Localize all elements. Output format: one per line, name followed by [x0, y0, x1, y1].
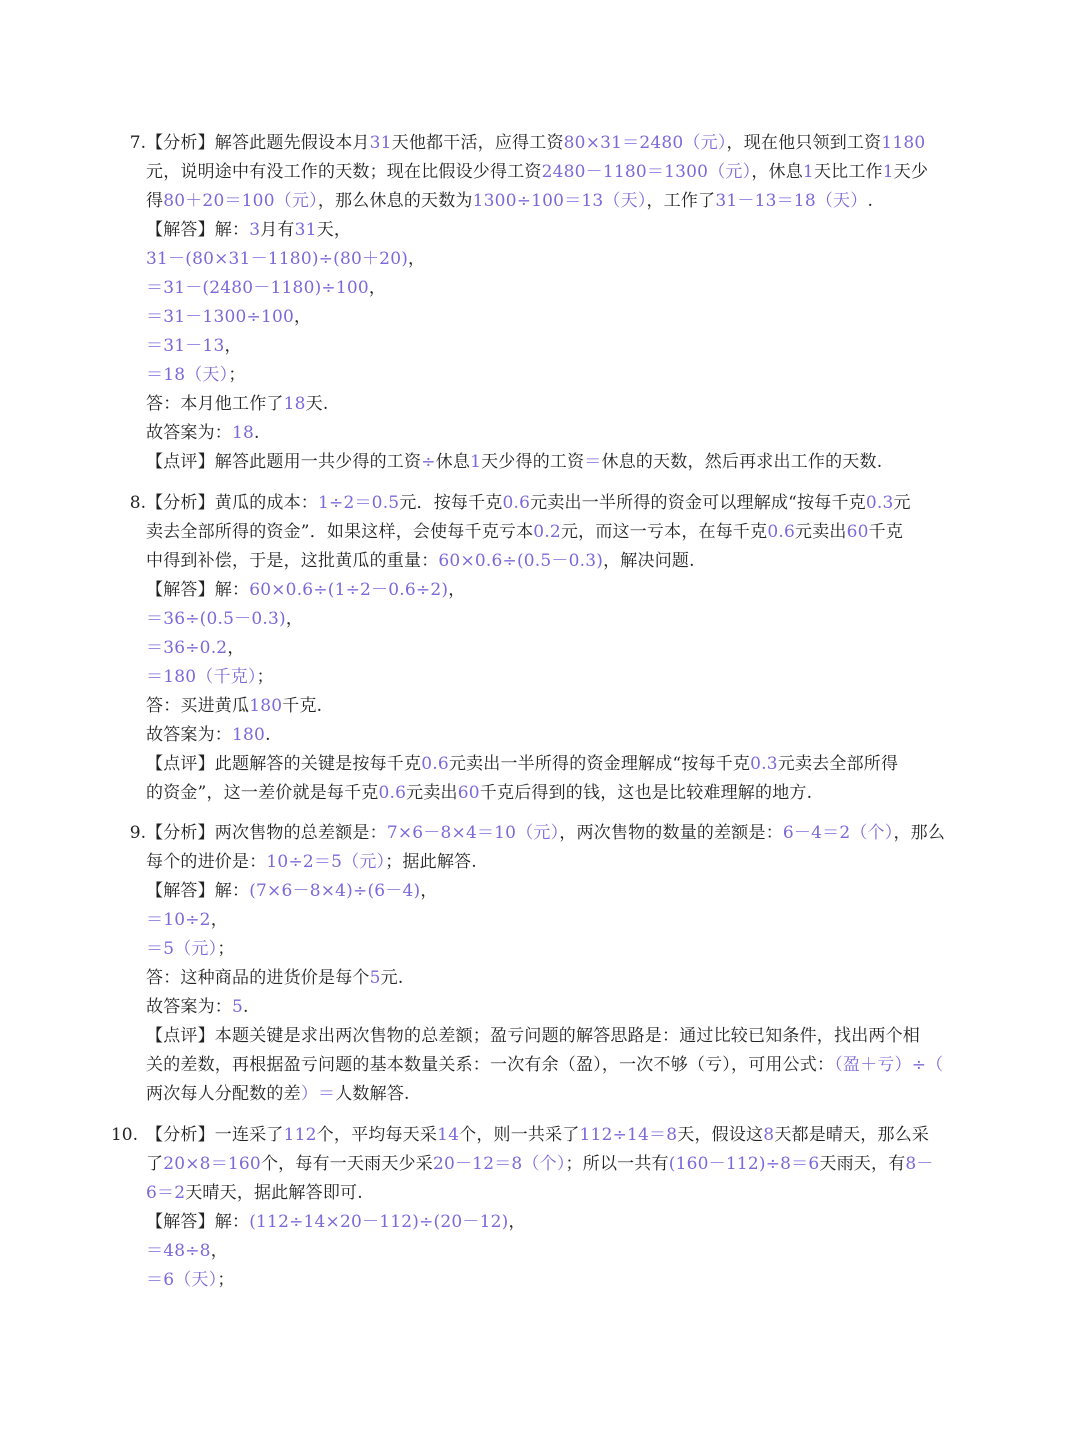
text-run: ，: [210, 910, 228, 930]
text-run: 休息: [435, 452, 471, 472]
math-expression: 60: [846, 522, 869, 542]
text-run: 答：买进黄瓜: [146, 696, 250, 716]
text-line: [146, 605, 968, 634]
text-run: 元卖出: [406, 783, 458, 803]
text-line: [146, 216, 968, 245]
text-run: 【解答】解：: [146, 1212, 250, 1232]
math-expression: 60: [457, 783, 480, 803]
text-line: [146, 332, 968, 361]
problem-9: [118, 819, 968, 1109]
text-run: ，: [368, 278, 387, 298]
problem-number: 10.: [110, 1125, 138, 1145]
math-expression: 1300÷100＝13（天）: [472, 191, 647, 211]
problem-body: [146, 489, 968, 808]
text-line: [146, 1080, 968, 1109]
text-run: 【分析】两次售物的总差额是：: [146, 823, 387, 843]
text-run: 元卖出一半所得的资金可以理解成“按每千克: [530, 493, 866, 513]
problem-number: 8.: [129, 493, 146, 513]
text-run: ；: [217, 1270, 235, 1290]
text-line: [146, 361, 968, 390]
text-run: 月有: [260, 220, 295, 240]
text-run: 元，而这一亏本，在每千克: [560, 522, 768, 542]
text-run: ，工作了: [646, 191, 716, 211]
math-expression: 6－4＝2（个）: [782, 823, 894, 843]
math-expression: 7×6－8×4＝10（元）: [386, 823, 560, 843]
text-line: [146, 750, 968, 779]
text-line: [146, 1150, 968, 1179]
text-run: 了: [146, 1154, 164, 1174]
text-run: 千克: [868, 522, 904, 542]
text-run: 【解答】解：: [146, 220, 250, 240]
math-expression: ＝5（元）: [146, 939, 218, 959]
math-expression: 5: [232, 997, 244, 1017]
text-line: [146, 489, 968, 518]
text-line: [146, 663, 968, 692]
math-expression: 112: [283, 1125, 317, 1145]
text-run: 个，则一共采了: [459, 1125, 580, 1145]
text-run: 关的差数，再根据盈亏问题的基本数量关系：一次有余（盈），一次不够（亏），可用公式：: [146, 1055, 835, 1075]
text-line: [146, 721, 968, 750]
math-expression: 0.6: [378, 783, 407, 803]
math-expression: 6＝2: [146, 1183, 186, 1203]
text-run: 答：这种商品的进货价是每个: [146, 968, 370, 988]
text-run: 天，假设这: [677, 1125, 764, 1145]
text-run: 【分析】黄瓜的成本：: [146, 493, 318, 513]
math-expression: 3: [249, 220, 261, 240]
text-run: ；据此解答.: [385, 852, 477, 872]
text-line: [146, 848, 968, 877]
math-expression: 18: [232, 423, 255, 443]
text-run: 故答案为：: [146, 997, 232, 1017]
text-run: ，那么休息的天数为: [317, 191, 473, 211]
text-line: [146, 187, 968, 216]
text-run: 元卖出一半所得的资金理解成“按每千克: [448, 754, 751, 774]
text-run: ，: [508, 1212, 526, 1232]
math-expression: (7×6－8×4)÷(6－4): [249, 881, 421, 901]
math-expression: 0.6: [421, 754, 449, 774]
text-line: [146, 576, 968, 605]
text-run: 天.: [305, 394, 329, 414]
text-run: ，两次售物的数量的差额是：: [559, 823, 783, 843]
math-expression: 60×0.6÷(0.5－0.3): [438, 551, 604, 571]
math-expression: 20－12＝8（个）: [432, 1154, 566, 1174]
text-line: [146, 1237, 968, 1266]
math-expression: 31: [294, 220, 317, 240]
math-expression: 0.3: [750, 754, 778, 774]
text-line: [146, 935, 968, 964]
math-expression: 60×0.6÷(1÷2－0.6÷2): [249, 580, 449, 600]
math-expression: 180: [232, 725, 266, 745]
text-line: [146, 993, 968, 1022]
math-expression: (112÷14×20－112)÷(20－12): [249, 1212, 509, 1232]
math-expression: ＝36÷(0.5－0.3): [146, 609, 286, 629]
math-expression: 80＋20＝100（元）: [163, 191, 318, 211]
problem-7: [118, 129, 968, 477]
text-run: ，: [448, 580, 466, 600]
math-expression: ＝180（千克）: [146, 667, 257, 687]
text-run: 【解答】解：: [146, 580, 250, 600]
math-expression: 31－13＝18（天）: [715, 191, 868, 211]
text-run: ；所以一共有: [565, 1154, 669, 1174]
text-line: [146, 303, 968, 332]
math-expression: ＝18（天）: [146, 365, 229, 385]
problem-body: [146, 129, 968, 477]
text-run: ；: [256, 667, 274, 687]
text-run: 个，平均每天采: [316, 1125, 438, 1145]
text-line: [146, 634, 968, 663]
math-expression: （盈＋亏）÷（: [834, 1055, 944, 1075]
text-run: .: [243, 997, 249, 1017]
text-run: 天少得的工资: [481, 452, 585, 472]
text-run: 【分析】一连采了: [146, 1125, 284, 1145]
text-line: [146, 245, 968, 274]
text-run: ，解决问题.: [603, 551, 695, 571]
text-run: 个，每有一天雨天少采: [260, 1154, 433, 1174]
text-run: 【点评】解答此题用一共少得的工资: [146, 452, 422, 472]
math-expression: 1: [470, 452, 482, 472]
math-expression: 10÷2＝5（元）: [266, 852, 386, 872]
math-expression: 2480－1180＝1300（元）: [541, 162, 752, 182]
math-expression: 1: [882, 162, 894, 182]
text-line: [146, 1121, 968, 1150]
text-line: [146, 518, 968, 547]
math-expression: 14: [437, 1125, 460, 1145]
text-run: 【点评】本题关键是求出两次售物的总差额；盈亏问题的解答思路是：通过比较已知条件，找出两个相: [146, 1026, 920, 1046]
text-run: ，: [285, 609, 304, 629]
text-run: 天都是晴天，那么采: [774, 1125, 930, 1145]
problem-body: [146, 1121, 968, 1295]
text-run: ，: [210, 1241, 228, 1261]
text-run: ；: [217, 939, 235, 959]
text-line: [146, 1022, 968, 1051]
text-run: 元．按每千克: [399, 493, 503, 513]
math-expression: 180: [249, 696, 283, 716]
text-line: [146, 1051, 968, 1080]
math-expression: 0.6: [767, 522, 795, 542]
text-run: 的资金”，这一差价就是每千克: [146, 783, 379, 803]
math-expression: ＝: [584, 452, 602, 472]
text-run: ，那么: [893, 823, 946, 843]
text-line: [146, 1266, 968, 1295]
math-expression: 1÷2＝0.5: [318, 493, 400, 513]
math-expression: 0.3: [865, 493, 894, 513]
text-run: 元，说明途中有没工作的天数；现在比假设少得工资: [146, 162, 542, 182]
problem-10: [110, 1121, 968, 1295]
text-run: 天他都干活，应得工资: [391, 133, 564, 153]
text-run: 故答案为：: [146, 725, 232, 745]
text-run: 【分析】解答此题先假设本月: [146, 133, 370, 153]
problem-body: [146, 819, 968, 1109]
text-line: [146, 964, 968, 993]
text-run: 元卖去全部所得: [777, 754, 899, 774]
text-run: 天比工作: [813, 162, 883, 182]
text-run: 千克.: [282, 696, 323, 716]
math-expression: ＝31－(2480－1180)÷100: [146, 278, 369, 298]
text-line: [146, 448, 968, 477]
text-line: [146, 419, 968, 448]
text-run: ，: [227, 638, 245, 658]
text-run: 中得到补偿，于是，这批黄瓜的重量：: [146, 551, 439, 571]
text-run: 天少: [893, 162, 929, 182]
text-run: ，: [408, 249, 426, 269]
math-expression: 31: [369, 133, 392, 153]
problem-8: [118, 489, 968, 808]
text-line: [146, 1179, 968, 1208]
math-expression: ÷: [421, 452, 436, 472]
math-expression: 0.2: [533, 522, 561, 542]
math-expression: 8－: [905, 1154, 934, 1174]
text-run: 休息的天数，然后再求出工作的天数.: [601, 452, 883, 472]
math-expression: ＝31－13: [146, 336, 225, 356]
math-expression: 1180: [881, 133, 926, 153]
text-run: 元.: [380, 968, 404, 988]
text-run: 千克后得到的钱，这也是比较难理解的地方.: [479, 783, 813, 803]
math-expression: 18: [283, 394, 306, 414]
text-run: 故答案为：: [146, 423, 232, 443]
math-expression: 31－(80×31－1180)÷(80＋20): [146, 249, 409, 269]
text-line: [146, 390, 968, 419]
text-run: 得: [146, 191, 164, 211]
text-line: [146, 877, 968, 906]
math-expression: ＝31－1300÷100: [146, 307, 294, 327]
text-line: [146, 1208, 968, 1237]
text-run: 【点评】此题解答的关键是按每千克: [146, 754, 422, 774]
math-expression: 0.6: [502, 493, 531, 513]
math-expression: 8: [763, 1125, 775, 1145]
math-expression: 20×8＝160: [163, 1154, 261, 1174]
problem-number: 9.: [129, 823, 146, 843]
text-line: [146, 779, 968, 808]
text-line: [146, 819, 968, 848]
math-expression: (160－112)÷8＝6: [668, 1154, 820, 1174]
math-expression: ＝36÷0.2: [146, 638, 228, 658]
math-expression: ）＝: [300, 1084, 336, 1104]
text-run: 天，: [316, 220, 352, 240]
text-line: [146, 274, 968, 303]
text-run: ，: [420, 881, 438, 901]
text-run: ，现在他只领到工资: [726, 133, 882, 153]
text-run: 人数解答.: [335, 1084, 410, 1104]
math-expression: 1: [802, 162, 814, 182]
text-run: 元: [893, 493, 911, 513]
text-line: [146, 692, 968, 721]
text-run: .: [867, 191, 874, 211]
math-expression: 5: [369, 968, 381, 988]
text-run: 天晴天，据此解答即可.: [185, 1183, 363, 1203]
math-expression: 80×31＝2480（元）: [563, 133, 727, 153]
text-line: [146, 547, 968, 576]
text-line: [146, 129, 968, 158]
text-run: 卖去全部所得的资金”．如果这样，会使每千克亏本: [146, 522, 534, 542]
text-line: [146, 158, 968, 187]
text-run: ；: [228, 365, 246, 385]
text-line: [146, 906, 968, 935]
text-run: ，休息: [751, 162, 803, 182]
text-run: 【解答】解：: [146, 881, 250, 901]
problem-number: 7.: [129, 133, 146, 153]
text-run: 天雨天，有: [819, 1154, 906, 1174]
text-run: .: [254, 423, 260, 443]
math-expression: ＝48÷8: [146, 1241, 211, 1261]
text-run: ，: [294, 307, 312, 327]
math-expression: 112÷14＝8: [579, 1125, 678, 1145]
text-run: 答：本月他工作了: [146, 394, 284, 414]
text-run: 两次每人分配数的差: [146, 1084, 301, 1104]
math-expression: ＝6（天）: [146, 1270, 218, 1290]
text-run: ，: [224, 336, 242, 356]
text-run: .: [265, 725, 271, 745]
math-expression: ＝10÷2: [146, 910, 211, 930]
text-run: 元卖出: [794, 522, 847, 542]
text-run: 每个的进价是：: [146, 852, 267, 872]
